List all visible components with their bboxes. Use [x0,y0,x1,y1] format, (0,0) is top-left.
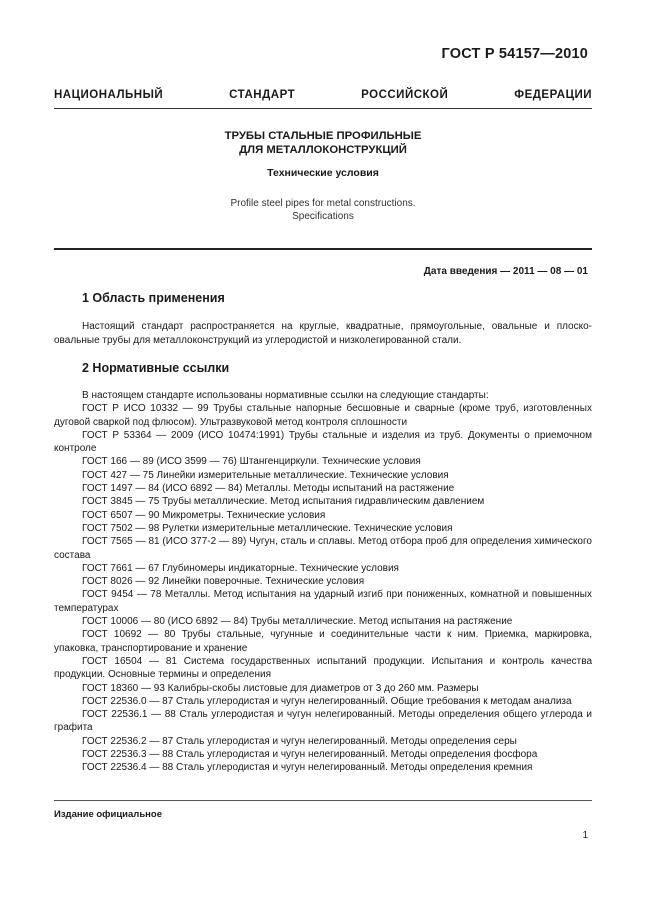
reference-item: ГОСТ 16504 — 81 Система государственных испытаний продукции. Испытания и контроль качества продукции. Основные термины и определения [54,655,592,681]
section-1-heading: 1 Область применения [82,291,225,305]
reference-item: ГОСТ 18360 — 93 Калибры-скобы листовые для диаметров от 3 до 260 мм. Размеры [82,682,479,694]
title-line-2: ДЛЯ МЕТАЛЛОКОНСТРУКЦИЙ [239,144,407,156]
document-subtitle: Технические условия [267,167,379,179]
references-intro: В настоящем стандарте использованы нормативные ссылки на следующие стандарты: [82,390,489,401]
document-title [54,129,592,157]
section-2-heading: 2 Нормативные ссылки [82,361,230,375]
section-1-paragraph: Настоящий стандарт распространяется на круглые, квадратные, прямоугольные, овальные и плоско-овальные трубы для металлоконструкций из углеродистой и низколегированной стали. [54,321,592,346]
national-standard-banner: НАЦИОНАЛЬНЫЙ СТАНДАРТ РОССИЙСКОЙ ФЕДЕРАЦИИ [54,89,592,101]
reference-item: ГОСТ 8026 — 92 Линейки поверочные. Технические условия [82,576,365,588]
reference-item: ГОСТ 22536.4 — 88 Сталь углеродистая и чугун нелегированный. Методы определения кремния [82,762,533,774]
official-edition-label: Издание официальное [54,809,162,820]
reference-item: ГОСТ 22536.3 — 88 Сталь углеродистая и чугун нелегированный. Методы определения фосфора [82,749,538,761]
banner-divider [54,108,592,109]
section-1-text [54,320,592,348]
reference-item: ГОСТ 1497 — 84 (ИСО 6892 — 84) Металлы. Методы испытаний на растяжение [82,483,455,495]
reference-item: ГОСТ 166 — 89 (ИСО 3599 — 76) Штангенциркули. Технические условия [82,456,421,468]
title-line-1: ТРУБЫ СТАЛЬНЫЕ ПРОФИЛЬНЫЕ [224,130,422,142]
reference-item: ГОСТ 22536.2 — 87 Сталь углеродистая и чугун нелегированный. Методы определения серы [82,735,517,747]
footer-divider [54,800,592,801]
page-number: 1 [582,830,588,841]
reference-item: ГОСТ 22536.1 — 88 Сталь углеродистая и чугун нелегированный. Методы определения общего углерода и графита [54,709,592,734]
normative-references-list [54,389,592,775]
reference-item: ГОСТ 9454 — 78 Металлы. Метод испытания на ударный изгиб при пониженных, комнатной и повышенных температурах [54,589,592,614]
reference-item: ГОСТ 7565 — 81 (ИСО 377-2 — 89) Чугун, сталь и сплавы. Метод отбора проб для определения химического состава [54,536,592,561]
reference-item: ГОСТ 6507 — 90 Микрометры. Технические условия [82,509,326,521]
english-title-line-2: Specifications [292,211,354,222]
reference-item: ГОСТ 10692 — 80 Трубы стальные, чугунные и соединительные части к ним. Приемка, маркировка, упаковка, транспортирование и хранение [54,629,592,654]
reference-item: ГОСТ 3845 — 75 Трубы металлические. Метод испытания гидравлическим давлением [82,496,485,508]
reference-item: ГОСТ 7502 — 98 Рулетки измерительные металлические. Технические условия [82,522,453,534]
english-title [54,197,592,223]
reference-item: ГОСТ Р 53364 — 2009 (ИСО 10474:1991) Трубы стальные и изделия из труб. Документы о приемочном контроле [54,429,592,455]
title-divider [54,248,592,250]
reference-item: ГОСТ 22536.0 — 87 Сталь углеродистая и чугун нелегированный. Общие требования к методам анализа [82,695,572,707]
reference-item: ГОСТ 10006 — 80 (ИСО 6892 — 84) Трубы металлические. Метод испытания на растяжение [82,616,513,628]
english-title-line-1: Profile steel pipes for metal constructions. [230,198,416,209]
introduction-date: Дата введения — 2011 — 08 — 01 [423,266,588,277]
reference-item: ГОСТ Р ИСО 10332 — 99 Трубы стальные напорные бесшовные и сварные (кроме труб, изготовленных дуговой сваркой под флюсом). Ультразвуковой метод контроля сплошности [54,403,592,428]
document-code: ГОСТ Р 54157—2010 [441,46,588,62]
reference-item: ГОСТ 7661 — 67 Глубиномеры индикаторные. Технические условия [82,562,399,574]
reference-item: ГОСТ 427 — 75 Линейки измерительные металлические. Технические условия [82,469,449,481]
